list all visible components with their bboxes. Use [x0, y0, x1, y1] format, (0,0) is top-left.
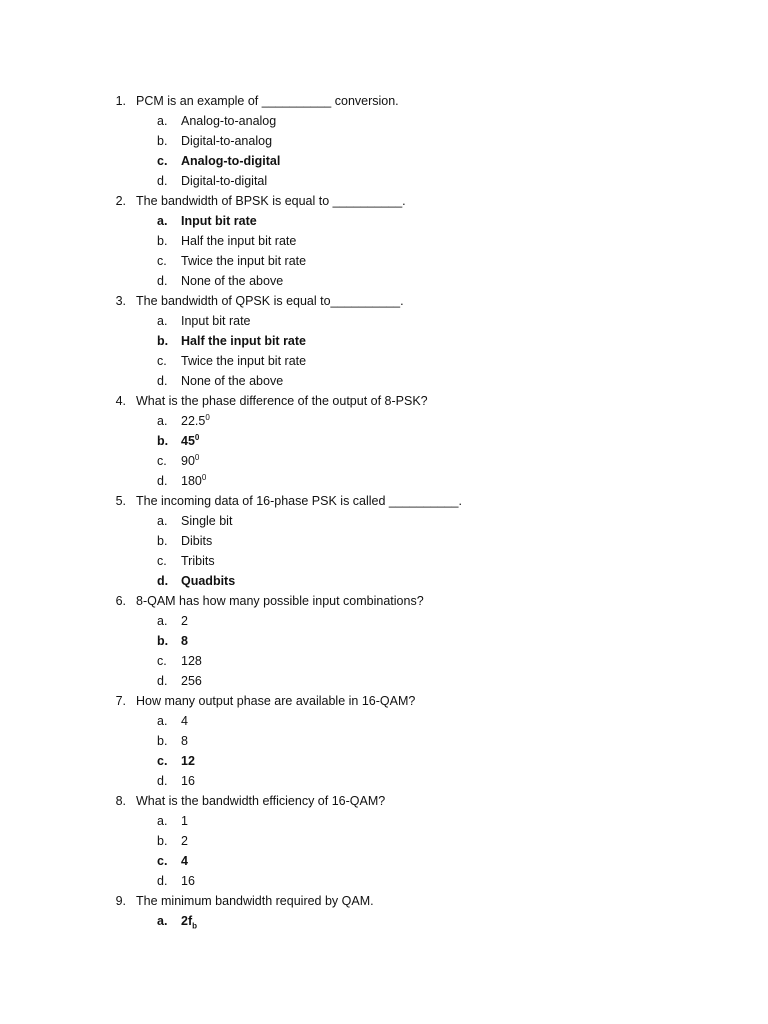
option-5-b: [0, 531, 768, 551]
question-number: 7.: [115, 694, 126, 708]
question-number: 3.: [115, 294, 126, 308]
question-text: What is the bandwidth efficiency of 16-QAM?: [136, 794, 386, 808]
question-text: What is the phase difference of the output of 8-PSK?: [136, 394, 428, 408]
option-3-d: [0, 371, 768, 391]
option-value: 180: [181, 474, 202, 488]
subscript: b: [192, 921, 198, 931]
option-9-a: [0, 911, 768, 931]
option-value: Single bit: [181, 514, 233, 528]
option-value: 8: [181, 634, 188, 648]
question-text: How many output phase are available in 16-QAM?: [136, 694, 416, 708]
option-7-c: [0, 751, 768, 771]
option-6-b: [0, 631, 768, 651]
option-2-b: [0, 231, 768, 251]
quiz-page: [0, 91, 768, 931]
option-text: [181, 271, 283, 291]
option-letter: a.: [157, 614, 168, 628]
option-8-c: [0, 851, 768, 871]
option-text: [181, 851, 188, 871]
question-text: The minimum bandwidth required by QAM.: [136, 894, 374, 908]
option-text: [181, 531, 212, 551]
question-6: [0, 591, 768, 611]
option-text: [181, 111, 276, 131]
option-value: 1: [181, 814, 188, 828]
option-letter: a.: [157, 914, 168, 928]
option-text: [181, 731, 188, 751]
option-value: None of the above: [181, 374, 284, 388]
option-4-c: [0, 451, 768, 471]
option-5-d: [0, 571, 768, 591]
option-value: Half the input bit rate: [181, 234, 297, 248]
degree-superscript: 0: [194, 452, 200, 462]
option-letter: b.: [157, 734, 168, 748]
option-2-a: [0, 211, 768, 231]
option-5-c: [0, 551, 768, 571]
option-letter: a.: [157, 814, 168, 828]
option-letter: b.: [157, 134, 168, 148]
option-text: [181, 151, 280, 171]
option-value: 256: [181, 674, 202, 688]
option-2-c: [0, 251, 768, 271]
degree-superscript: 0: [201, 472, 207, 482]
option-value: Half the input bit rate: [181, 334, 306, 348]
option-1-c: [0, 151, 768, 171]
question-1: [0, 91, 768, 111]
option-value: 128: [181, 654, 202, 668]
option-text: [181, 671, 202, 691]
option-text: [181, 331, 306, 351]
option-value: 2f: [181, 914, 193, 928]
question-number: 6.: [115, 594, 126, 608]
option-value: 16: [181, 874, 195, 888]
option-4-d: [0, 471, 768, 491]
option-text: [181, 451, 199, 471]
option-text: [181, 631, 188, 651]
option-text: [181, 251, 306, 271]
option-letter: a.: [157, 114, 168, 128]
option-text: [181, 371, 283, 391]
option-text: [181, 311, 251, 331]
question-number: 2.: [115, 194, 126, 208]
option-text: [181, 911, 197, 931]
option-letter: d.: [157, 574, 169, 588]
option-text: [181, 551, 215, 571]
option-6-a: [0, 611, 768, 631]
option-value: Input bit rate: [181, 314, 251, 328]
option-letter: d.: [157, 774, 168, 788]
option-text: [181, 171, 267, 191]
option-text: [181, 611, 188, 631]
option-letter: a.: [157, 414, 168, 428]
option-text: [181, 831, 188, 851]
option-text: [181, 471, 206, 491]
option-letter: b.: [157, 834, 168, 848]
option-text: [181, 131, 272, 151]
option-letter: d.: [157, 174, 168, 188]
question-4: [0, 391, 768, 411]
option-7-b: [0, 731, 768, 751]
option-text: [181, 571, 235, 591]
option-text: [181, 711, 188, 731]
option-text: [181, 751, 195, 771]
option-7-a: [0, 711, 768, 731]
option-letter: c.: [157, 854, 168, 868]
option-1-d: [0, 171, 768, 191]
option-text: [181, 651, 202, 671]
option-6-d: [0, 671, 768, 691]
option-letter: d.: [157, 374, 168, 388]
option-value: None of the above: [181, 274, 284, 288]
option-value: 12: [181, 754, 195, 768]
option-value: 22.5: [181, 414, 206, 428]
option-letter: a.: [157, 314, 168, 328]
option-value: Analog-to-analog: [181, 114, 277, 128]
option-text: [181, 871, 195, 891]
option-value: Tribits: [181, 554, 215, 568]
option-text: [181, 771, 195, 791]
option-text: [181, 211, 257, 231]
option-letter: b.: [157, 234, 168, 248]
question-number: 5.: [115, 494, 126, 508]
option-letter: a.: [157, 214, 168, 228]
option-text: [181, 231, 296, 251]
option-text: [181, 511, 232, 531]
option-letter: a.: [157, 714, 168, 728]
question-9: [0, 891, 768, 911]
option-value: Twice the input bit rate: [181, 354, 307, 368]
option-text: [181, 431, 199, 451]
option-2-d: [0, 271, 768, 291]
option-8-d: [0, 871, 768, 891]
option-1-b: [0, 131, 768, 151]
option-text: [181, 411, 210, 431]
option-5-a: [0, 511, 768, 531]
question-number: 9.: [115, 894, 126, 908]
question-7: [0, 691, 768, 711]
option-text: [181, 811, 188, 831]
option-letter: b.: [157, 334, 169, 348]
question-3: [0, 291, 768, 311]
question-text: The bandwidth of QPSK is equal to__________.: [136, 294, 404, 308]
option-letter: d.: [157, 474, 168, 488]
option-value: 2: [181, 614, 188, 628]
option-value: Digital-to-analog: [181, 134, 273, 148]
option-value: Digital-to-digital: [181, 174, 268, 188]
option-letter: c.: [157, 154, 168, 168]
option-8-b: [0, 831, 768, 851]
option-value: Quadbits: [181, 574, 236, 588]
degree-superscript: 0: [194, 432, 200, 442]
option-7-d: [0, 771, 768, 791]
option-4-a: [0, 411, 768, 431]
question-text: The incoming data of 16-phase PSK is called __________.: [136, 494, 462, 508]
question-8: [0, 791, 768, 811]
option-value: 4: [181, 714, 188, 728]
option-1-a: [0, 111, 768, 131]
option-letter: c.: [157, 654, 167, 668]
option-3-b: [0, 331, 768, 351]
option-value: 45: [181, 434, 195, 448]
option-value: 4: [181, 854, 188, 868]
question-text: PCM is an example of __________ conversion.: [136, 94, 399, 108]
option-value: 8: [181, 734, 188, 748]
option-3-c: [0, 351, 768, 371]
option-letter: b.: [157, 534, 168, 548]
option-letter: a.: [157, 514, 168, 528]
option-value: 90: [181, 454, 195, 468]
option-letter: c.: [157, 454, 167, 468]
option-letter: c.: [157, 554, 167, 568]
question-5: [0, 491, 768, 511]
question-number: 8.: [115, 794, 126, 808]
option-letter: d.: [157, 274, 168, 288]
option-letter: b.: [157, 434, 169, 448]
option-value: 2: [181, 834, 188, 848]
option-letter: b.: [157, 634, 169, 648]
option-text: [181, 351, 306, 371]
degree-superscript: 0: [205, 412, 210, 422]
option-value: Twice the input bit rate: [181, 254, 307, 268]
option-value: Analog-to-digital: [181, 154, 281, 168]
question-number: 1.: [115, 94, 126, 108]
option-6-c: [0, 651, 768, 671]
option-value: 16: [181, 774, 195, 788]
question-2: [0, 191, 768, 211]
option-letter: c.: [157, 354, 167, 368]
option-8-a: [0, 811, 768, 831]
option-letter: d.: [157, 874, 168, 888]
option-value: Input bit rate: [181, 214, 257, 228]
question-number: 4.: [115, 394, 126, 408]
option-letter: c.: [157, 254, 167, 268]
option-4-b: [0, 431, 768, 451]
question-text: The bandwidth of BPSK is equal to __________.: [136, 194, 406, 208]
question-text: 8-QAM has how many possible input combinations?: [136, 594, 424, 608]
option-value: Dibits: [181, 534, 213, 548]
option-3-a: [0, 311, 768, 331]
option-letter: c.: [157, 754, 168, 768]
option-letter: d.: [157, 674, 168, 688]
